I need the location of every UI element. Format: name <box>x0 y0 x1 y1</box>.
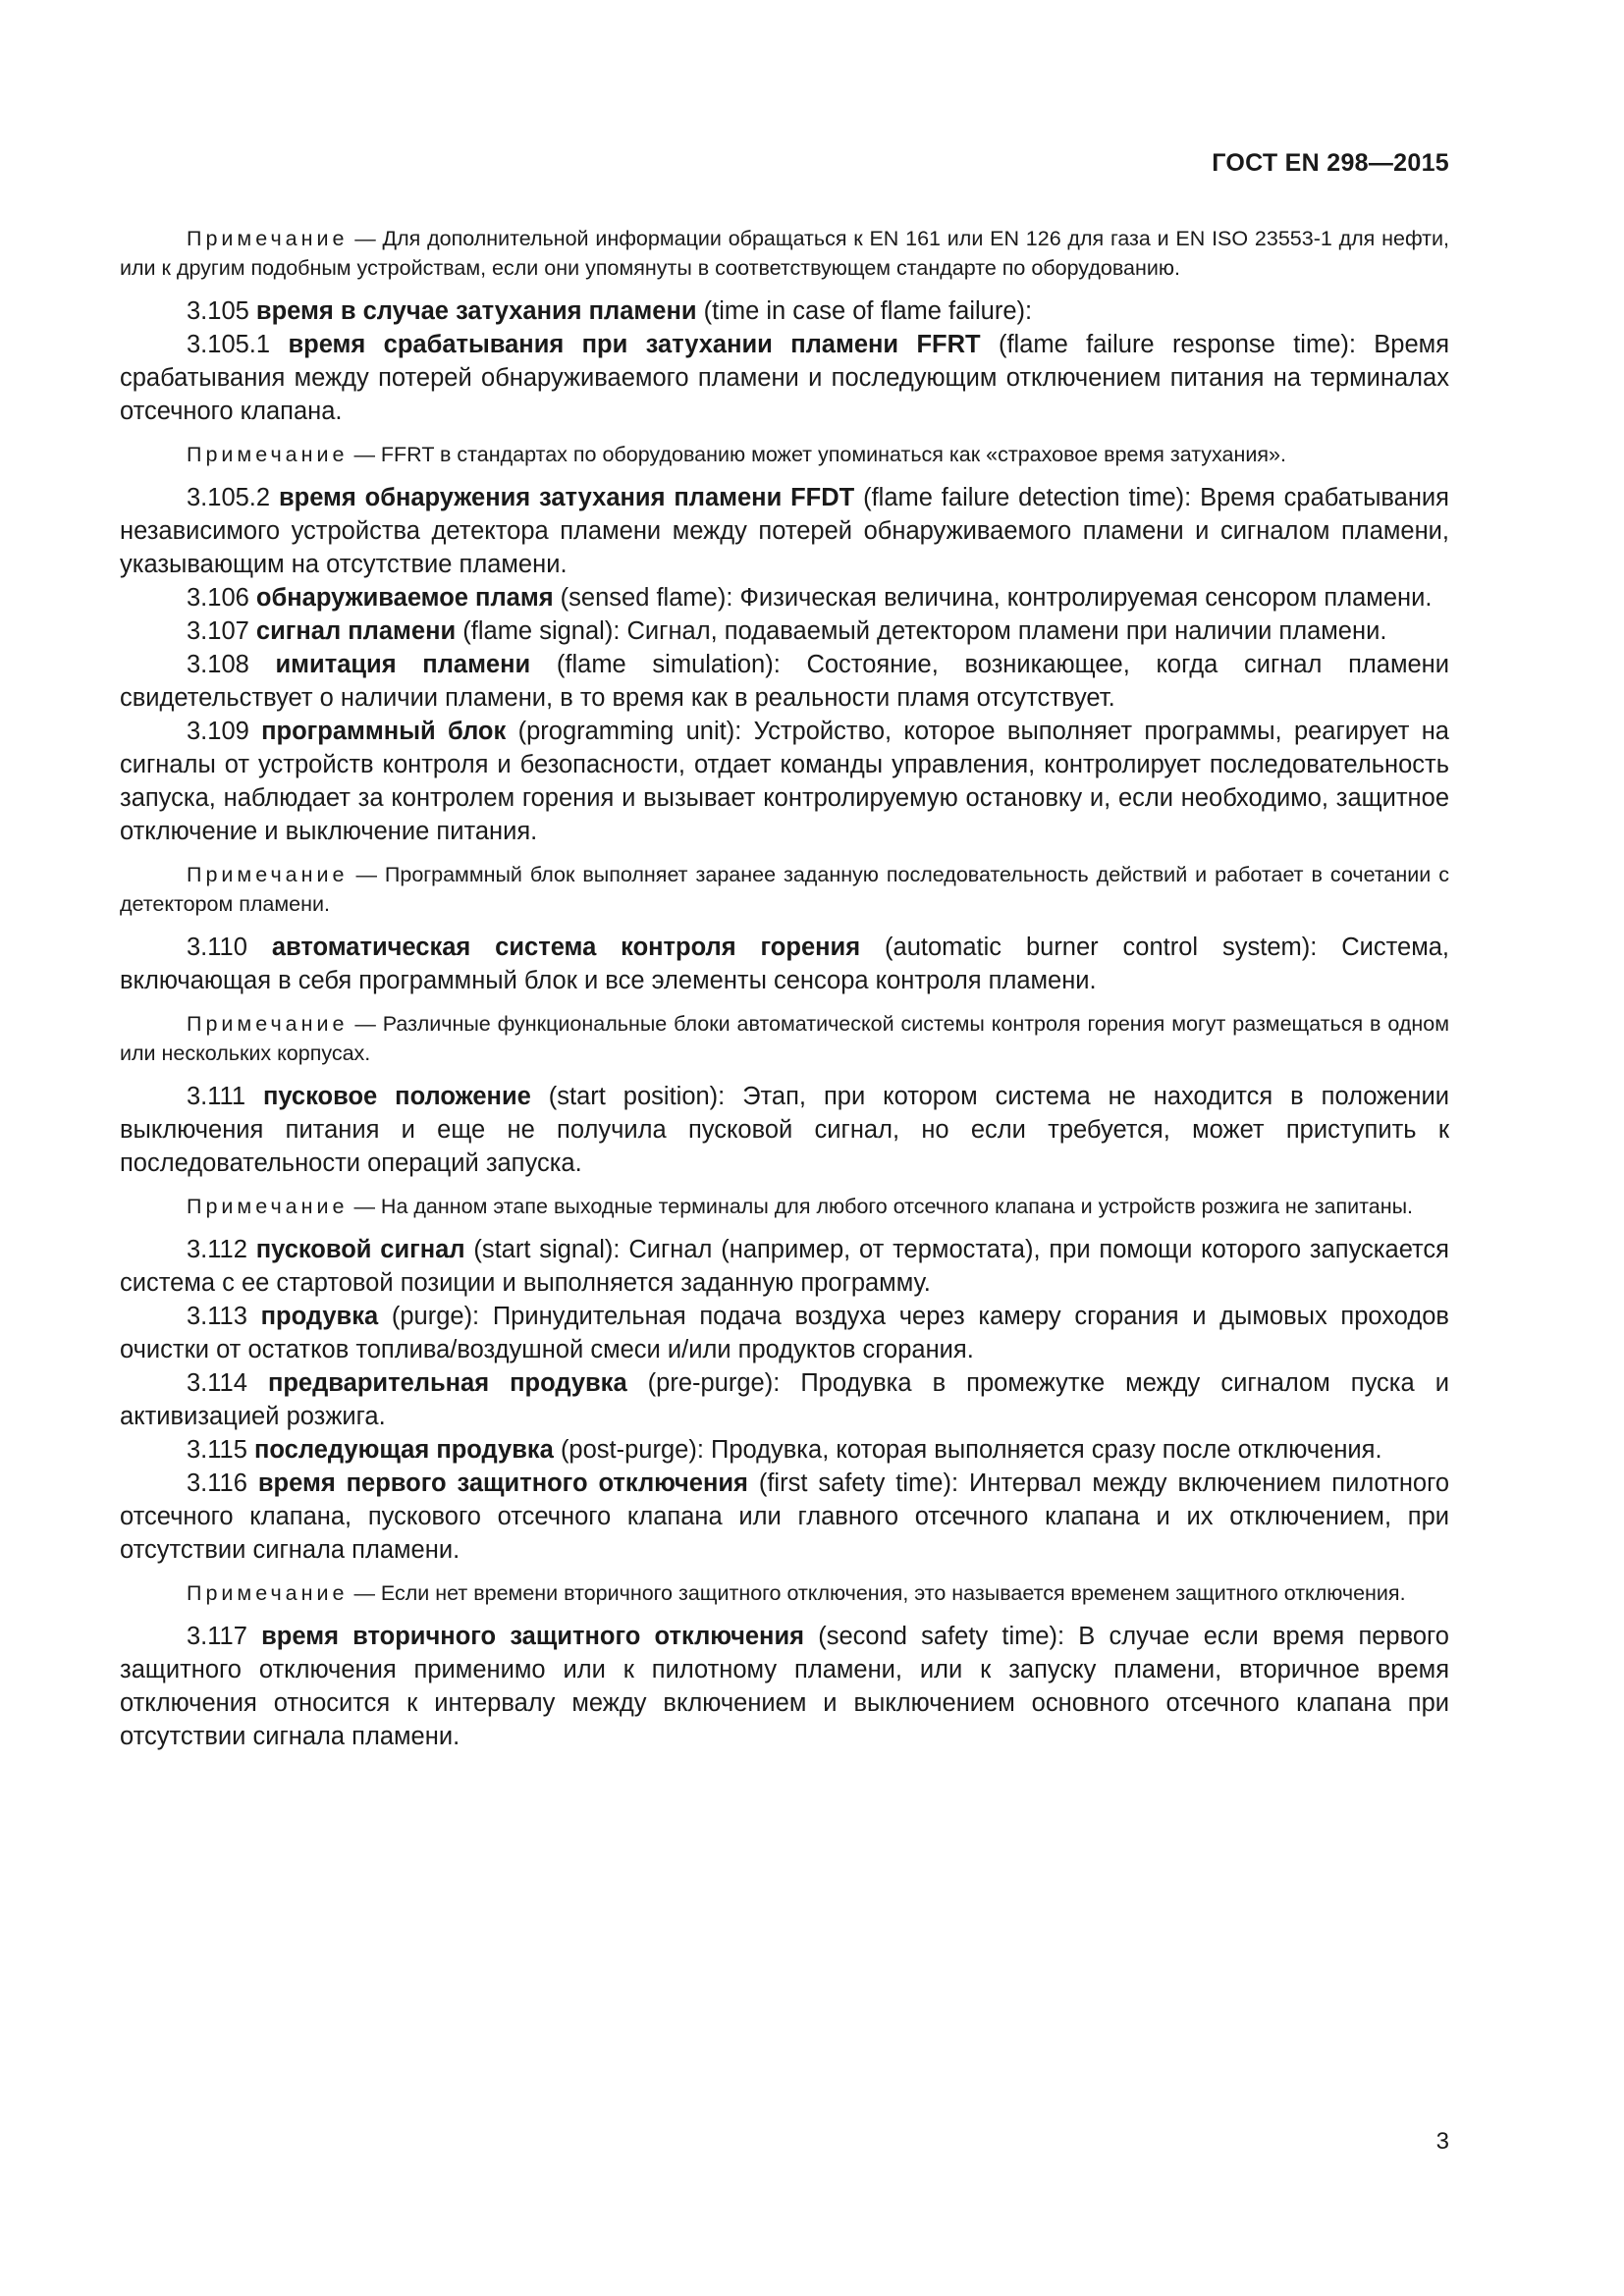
term-definition: (pre-purge): Продувка в промежутке между сигналом пуска и активизацией розжига. <box>120 1369 1449 1430</box>
term-title: время в случае затухания пламени <box>255 297 697 325</box>
term-definition: (first safety time): Интервал между включением пилотного отсечного клапана, пускового отсечного клапана или главного отсечного клапана и их отключением, при отсутствии сигнала пламени. <box>120 1469 1450 1564</box>
note-paragraph <box>120 440 1449 469</box>
term-3-106 <box>120 581 1449 614</box>
term-definition: (flame failure detection time): Время срабатывания независимого устройства детектора пламени между потерей обнаруживаемого пламени и сигналом пламени, указывающим на отсутствие пламени. <box>120 484 1449 578</box>
document-body <box>120 224 1449 1753</box>
term-definition: (flame failure response time): Время срабатывания между потерей обнаруживаемого пламени и последующим отключением питания на терминалах отсечного клапана. <box>120 331 1450 425</box>
term-3-107 <box>120 614 1449 648</box>
term-number: 3.105.2 <box>187 484 271 511</box>
term-3-110 <box>120 931 1449 997</box>
note-text: — Для дополнительной информации обращаться к EN 161 или EN 126 для газа и EN ISO 23553-1 для нефти, или к другим подобным устройствам, если они упомянуты в соответствующем стандарте по оборудованию. <box>120 227 1449 280</box>
term-number: 3.114 <box>187 1369 247 1397</box>
note-paragraph <box>120 860 1449 919</box>
term-definition: (start position): Этап, при котором система не находится в положении выключения питания и еще не получила пусковой сигнал, но если требуется, может приступить к последовательности операций запуска. <box>120 1083 1449 1177</box>
note-label: Примечание <box>187 443 349 466</box>
note-label: Примечание <box>187 1012 349 1036</box>
term-3-105-2 <box>120 481 1449 581</box>
term-3-108 <box>120 648 1449 715</box>
term-number: 3.106 <box>187 584 249 612</box>
term-definition: (flame signal): Сигнал, подаваемый детектором пламени при наличии пламени. <box>462 617 1387 645</box>
term-definition: (purge): Принудительная подача воздуха через камеру сгорания и дымовых проходов очистки от остатков топлива/воздушной смеси и/или продуктов сгорания. <box>120 1303 1449 1363</box>
term-number: 3.105.1 <box>187 331 271 358</box>
term-3-115 <box>120 1433 1449 1467</box>
term-number: 3.108 <box>187 651 249 678</box>
note-text: — Если нет времени вторичного защитного отключения, это называется временем защитного отключения. <box>353 1581 1406 1605</box>
term-title: обнаруживаемое пламя <box>255 584 554 612</box>
note-paragraph <box>120 1009 1449 1068</box>
term-3-112 <box>120 1233 1449 1300</box>
term-definition: (start signal): Сигнал (например, от термостата), при помощи которого запускается система с ее стартовой позиции и выполняется заданную программу. <box>120 1236 1449 1297</box>
term-3-113 <box>120 1300 1449 1366</box>
term-definition: (time in case of flame failure): <box>703 297 1033 325</box>
note-label: Примечание <box>187 1581 349 1605</box>
term-3-116 <box>120 1467 1449 1567</box>
note-text: — Различные функциональные блоки автоматической системы контроля горения могут размещаться в одном или нескольких корпусах. <box>120 1012 1449 1065</box>
term-definition: (automatic burner control system): Система, включающая в себя программный блок и все элементы сенсора контроля пламени. <box>120 934 1450 994</box>
term-title: время вторичного защитного отключения <box>261 1623 805 1650</box>
term-title: предварительная продувка <box>267 1369 627 1397</box>
term-title: продувка <box>260 1303 379 1330</box>
term-definition: (programming unit): Устройство, которое выполняет программы, реагирует на сигналы от устройств контроля и безопасности, отдает команды управления, контролирует последовательность запуска, наблюдает за контролем горения и вызывает контролируемую остановку и, если необходимо, защитное отключение и выключение питания. <box>120 718 1449 845</box>
term-number: 3.107 <box>187 617 249 645</box>
term-number: 3.109 <box>187 718 249 745</box>
term-number: 3.113 <box>187 1303 247 1330</box>
term-title: время первого защитного отключения <box>257 1469 748 1497</box>
term-number: 3.111 <box>187 1083 246 1110</box>
term-title: имитация пламени <box>275 651 531 678</box>
term-number: 3.105 <box>187 297 249 325</box>
term-definition: (post-purge): Продувка, которая выполняется сразу после отключения. <box>560 1436 1382 1464</box>
term-3-117 <box>120 1620 1449 1753</box>
note-label: Примечание <box>187 863 349 886</box>
term-3-114 <box>120 1366 1449 1433</box>
note-text: — На данном этапе выходные терминалы для любого отсечного клапана и устройств розжига не запитаны. <box>353 1195 1414 1218</box>
term-number: 3.116 <box>187 1469 247 1497</box>
term-title: пусковой сигнал <box>255 1236 465 1263</box>
term-number: 3.110 <box>187 934 247 961</box>
term-number: 3.115 <box>187 1436 247 1464</box>
term-title: время срабатывания при затухании пламени FFRT <box>288 331 981 358</box>
term-title: время обнаружения затухания пламени FFDT <box>278 484 855 511</box>
term-3-111 <box>120 1080 1449 1180</box>
term-title: автоматическая система контроля горения <box>271 934 861 961</box>
term-number: 3.117 <box>187 1623 247 1650</box>
term-number: 3.112 <box>187 1236 247 1263</box>
note-label: Примечание <box>187 1195 349 1218</box>
term-definition: (flame simulation): Состояние, возникающее, когда сигнал пламени свидетельствует о наличии пламени, в то время как в реальности пламя отсутствует. <box>120 651 1450 712</box>
term-definition: (second safety time): В случае если время первого защитного отключения применимо или к пилотному пламени, или к запуску пламени, вторичное время отключения относится к интервалу между включением и выключением основного отсечного клапана при отсутствии сигнала пламени. <box>120 1623 1449 1750</box>
note-label: Примечание <box>187 227 349 250</box>
note-text: — FFRT в стандартах по оборудованию может упоминаться как «страховое время затухания». <box>353 443 1286 466</box>
term-title: последующая продувка <box>254 1436 554 1464</box>
document-header: ГОСТ EN 298—2015 <box>1212 149 1449 177</box>
note-paragraph <box>120 1578 1449 1608</box>
term-title: программный блок <box>261 718 507 745</box>
term-3-105-1 <box>120 328 1449 428</box>
term-3-109 <box>120 715 1449 848</box>
term-title: сигнал пламени <box>255 617 457 645</box>
note-paragraph <box>120 224 1449 283</box>
term-3-105 <box>120 294 1449 328</box>
page-number: 3 <box>1435 2128 1449 2155</box>
note-text: — Программный блок выполняет заранее заданную последовательность действий и работает в сочетании с детектором пламени. <box>120 863 1449 916</box>
term-definition: (sensed flame): Физическая величина, контролируемая сенсором пламени. <box>560 584 1433 612</box>
term-title: пусковое положение <box>262 1083 531 1110</box>
note-paragraph <box>120 1192 1449 1221</box>
